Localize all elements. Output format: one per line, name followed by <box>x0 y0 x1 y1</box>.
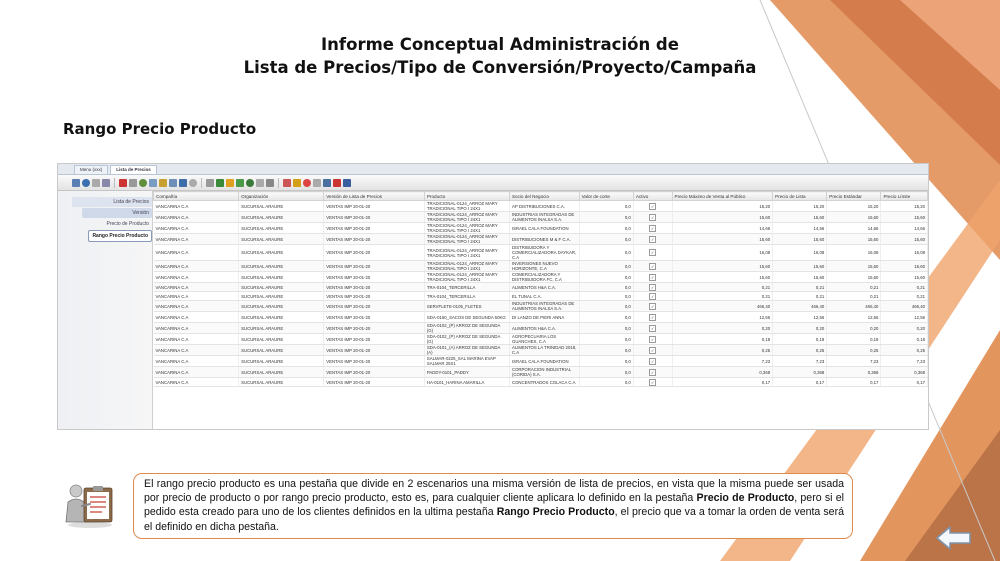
toolbar-button-icon[interactable] <box>216 179 224 187</box>
explanation-part2: , pero si el pedido esta creado para uno de los clientes definidos en la ultima pestaña <box>144 492 845 519</box>
table-cell: VENTAS IMP 20-01-20 <box>324 356 425 367</box>
toolbar-button-icon[interactable] <box>236 179 244 187</box>
table-cell: INDUSTRIAS INTEGRADAS DE ALIMENTOS INALSA S.A. <box>509 212 579 223</box>
table-cell: SUCURSAL ARAURE <box>239 292 324 301</box>
table-cell: 0,0 <box>579 245 633 261</box>
table-cell: SUCURSAL ARAURE <box>239 201 324 212</box>
table-cell: SUCURSAL ARAURE <box>239 272 324 283</box>
table-cell <box>633 283 672 292</box>
active-checkbox[interactable]: ✓ <box>650 225 655 231</box>
table-cell: 12,56 <box>881 312 928 323</box>
table-cell: 7,23 <box>827 356 881 367</box>
table-cell: VENTAS IMP 20-01-20 <box>324 312 425 323</box>
section-subtitle: Rango Precio Producto <box>63 120 257 138</box>
table-cell: VANCARINA C.A <box>154 245 239 261</box>
price-grid-container <box>153 191 928 430</box>
active-checkbox[interactable]: ✓ <box>650 303 655 309</box>
table-cell: VENTAS IMP 20-01-20 <box>324 261 425 272</box>
table-cell: 15,20 <box>773 201 827 212</box>
table-cell: VANCARINA C.A <box>154 283 239 292</box>
table-cell: 0,21 <box>672 292 773 301</box>
table-cell: SDA-0102_(P) ARROZ DE SEGUNDA (G) <box>424 323 509 334</box>
toolbar-separator <box>278 178 279 188</box>
table-row[interactable] <box>154 201 928 212</box>
table-row[interactable] <box>154 223 928 234</box>
table-cell: ISRAEL CALA FOUNDATION <box>509 356 579 367</box>
table-cell: TRADICIONAL-0124_ARROZ MARY TRADICIONAL TIPO I 24X1 <box>424 201 509 212</box>
table-cell: 0,368 <box>827 367 881 378</box>
table-cell: VENTAS IMP 20-01-20 <box>324 212 425 223</box>
table-row[interactable] <box>154 378 928 387</box>
table-cell: VANCARINA C.A <box>154 367 239 378</box>
active-checkbox[interactable]: ✓ <box>650 347 655 353</box>
explanation-text <box>144 477 852 534</box>
table-cell: 15,60 <box>881 234 928 245</box>
back-arrow-icon[interactable] <box>935 525 973 551</box>
table-cell: 0,17 <box>881 378 928 387</box>
column-header[interactable]: Activo <box>633 192 672 201</box>
table-cell: VANCARINA C.A <box>154 334 239 345</box>
explanation-part1: El rango precio producto es una pestaña que divide en 2 escenarios una misma versión de lista de precios, en vista que la misma puede ser usada por precio de producto o por rango precio producto, esto es, para cualquier cliente aplicara lo definido en la pestaña <box>144 478 844 505</box>
table-cell: VENTAS IMP 20-01-20 <box>324 234 425 245</box>
table-cell: 0,21 <box>881 283 928 292</box>
table-cell: SUCURSAL ARAURE <box>239 378 324 387</box>
table-cell <box>633 345 672 356</box>
toolbar-button-icon[interactable] <box>72 179 80 187</box>
table-cell: SUCURSAL ARAURE <box>239 283 324 292</box>
table-cell: SUCURSAL ARAURE <box>239 234 324 245</box>
table-cell: TRADICIONAL-0124_ARROZ MARY TRADICIONAL TIPO I 24X1 <box>424 234 509 245</box>
table-cell: VANCARINA C.A <box>154 201 239 212</box>
table-cell <box>633 272 672 283</box>
app-tab-1[interactable]: Lista de Precios <box>110 165 157 174</box>
table-cell <box>633 245 672 261</box>
active-checkbox[interactable]: ✓ <box>650 358 655 364</box>
slide-title-line1: Informe Conceptual Administración de <box>321 35 679 54</box>
table-cell: 0,0 <box>579 312 633 323</box>
table-cell <box>633 292 672 301</box>
table-cell: 0,0 <box>579 201 633 212</box>
toolbar-button-icon[interactable] <box>189 179 197 187</box>
grid-header-row <box>154 192 928 201</box>
toolbar-button-icon[interactable] <box>149 179 157 187</box>
table-cell: SUCURSAL ARAURE <box>239 356 324 367</box>
table-cell: 0,368 <box>672 367 773 378</box>
table-cell: 466,40 <box>881 301 928 312</box>
table-row[interactable] <box>154 301 928 312</box>
column-header[interactable]: Socio del Negocio <box>509 192 579 201</box>
table-cell: VENTAS IMP 20-01-20 <box>324 323 425 334</box>
explanation-bold-rango-precio: Rango Precio Producto <box>496 506 615 519</box>
table-cell <box>633 261 672 272</box>
table-cell: SUCURSAL ARAURE <box>239 345 324 356</box>
table-cell: 15,20 <box>827 201 881 212</box>
table-cell: TRADICIONAL-0124_ARROZ MARY TRADICIONAL TIPO I 24X1 <box>424 212 509 223</box>
table-row[interactable] <box>154 312 928 323</box>
table-cell: 0,20 <box>672 323 773 334</box>
column-header[interactable]: Producto <box>424 192 509 201</box>
table-cell: 0,368 <box>881 367 928 378</box>
table-cell: TRA-0104_TERCERILLA <box>424 292 509 301</box>
table-cell: VENTAS IMP 20-01-20 <box>324 223 425 234</box>
table-cell: INDUSTRIAS INTEGRADAS DE ALIMENTOS INALSA S.A. <box>509 301 579 312</box>
table-cell: 0,25 <box>827 345 881 356</box>
table-cell: PADDY-0101_PADDY <box>424 367 509 378</box>
table-cell: 0,18 <box>773 334 827 345</box>
table-cell: 0,20 <box>773 323 827 334</box>
table-cell: SALMAR-0225_SAL MARINA EVAP SALMAR 25X1 <box>424 356 509 367</box>
table-cell: VANCARINA C.A <box>154 323 239 334</box>
toolbar-button-icon[interactable] <box>283 179 291 187</box>
toolbar-button-icon[interactable] <box>313 179 321 187</box>
table-cell: 15,20 <box>672 201 773 212</box>
toolbar-button-icon[interactable] <box>256 179 264 187</box>
table-cell: DISTRIBUIDORA Y COMERCIALIZADORA DAYKAR, C.A <box>509 245 579 261</box>
table-cell: SUCURSAL ARAURE <box>239 301 324 312</box>
table-row[interactable] <box>154 283 928 292</box>
table-cell: 466,40 <box>672 301 773 312</box>
table-cell: 15,60 <box>827 261 881 272</box>
active-checkbox[interactable]: ✓ <box>650 314 655 320</box>
toolbar-button-icon[interactable] <box>226 179 234 187</box>
table-cell: DI LANZO DE PIERI ANNA <box>509 312 579 323</box>
table-cell: INVERSIONES NUEVO HORIZONTE, C.A <box>509 261 579 272</box>
toolbar-button-icon[interactable] <box>129 179 137 187</box>
table-cell: VENTAS IMP 20-01-20 <box>324 245 425 261</box>
toolbar-button-icon[interactable] <box>102 179 110 187</box>
table-cell: VENTAS IMP 20-01-20 <box>324 272 425 283</box>
table-cell: 0,0 <box>579 334 633 345</box>
table-cell: ALIMENTOS H&A C.A. <box>509 283 579 292</box>
table-cell: 0,20 <box>881 323 928 334</box>
table-cell: 0,17 <box>672 378 773 387</box>
table-cell: VANCARINA C.A <box>154 212 239 223</box>
table-cell: 7,23 <box>672 356 773 367</box>
table-cell: 15,60 <box>827 272 881 283</box>
table-cell: 0,20 <box>827 323 881 334</box>
column-header[interactable]: Precio Límite <box>881 192 928 201</box>
table-cell: SUCURSAL ARAURE <box>239 367 324 378</box>
table-cell: 12,56 <box>672 312 773 323</box>
active-checkbox[interactable]: ✓ <box>650 236 655 242</box>
column-header[interactable]: Precio Máximo de Venta al Público <box>672 192 773 201</box>
table-cell: AGROPECUARIA LOS GUANCHES, C.A <box>509 334 579 345</box>
table-cell: VANCARINA C.A <box>154 301 239 312</box>
embedded-app-screenshot <box>57 163 929 430</box>
active-checkbox[interactable]: ✓ <box>650 325 655 331</box>
table-cell: 0,0 <box>579 345 633 356</box>
table-cell: 15,60 <box>773 261 827 272</box>
active-checkbox[interactable]: ✓ <box>650 379 655 385</box>
table-cell: VANCARINA C.A <box>154 234 239 245</box>
table-row[interactable] <box>154 245 928 261</box>
table-cell: 0,21 <box>773 283 827 292</box>
app-tab-0[interactable]: Menu (xxx) <box>74 165 108 174</box>
table-cell: 0,25 <box>672 345 773 356</box>
table-cell: 0,0 <box>579 301 633 312</box>
table-cell <box>633 378 672 387</box>
table-cell: SUCURSAL ARAURE <box>239 245 324 261</box>
toolbar-button-icon[interactable] <box>323 179 331 187</box>
table-row[interactable] <box>154 272 928 283</box>
table-cell: 0,0 <box>579 283 633 292</box>
table-row[interactable] <box>154 292 928 301</box>
table-cell: 0,21 <box>881 292 928 301</box>
table-cell: 0,0 <box>579 234 633 245</box>
toolbar-button-icon[interactable] <box>303 179 311 187</box>
table-cell: 12,56 <box>827 312 881 323</box>
slide-title-line2: Lista de Precios/Tipo de Conversión/Proyecto/Campaña <box>243 58 757 77</box>
table-cell: DISTRIBUCIONES M & F C.A. <box>509 234 579 245</box>
table-row[interactable] <box>154 261 928 272</box>
table-cell: 7,23 <box>773 356 827 367</box>
table-cell: COMERCIALIZADORA Y DISTRIBUIDORA FC, C.A <box>509 272 579 283</box>
table-row[interactable] <box>154 212 928 223</box>
table-cell: 14,66 <box>672 223 773 234</box>
table-row[interactable] <box>154 345 928 356</box>
table-cell: 14,66 <box>881 223 928 234</box>
table-row[interactable] <box>154 323 928 334</box>
table-cell: SDA-0150_SACOS DE SEGUNDA 50KG <box>424 312 509 323</box>
explanation-callout <box>133 473 853 539</box>
table-cell <box>633 356 672 367</box>
active-checkbox[interactable]: ✓ <box>650 214 655 220</box>
table-cell: 15,60 <box>773 272 827 283</box>
table-cell: VANCARINA C.A <box>154 292 239 301</box>
table-cell: 0,0 <box>579 292 633 301</box>
table-cell: TRADICIONAL-0124_ARROZ MARY TRADICIONAL TIPO I 24X1 <box>424 272 509 283</box>
table-cell: SUCURSAL ARAURE <box>239 223 324 234</box>
table-cell: VANCARINA C.A <box>154 345 239 356</box>
table-cell: VENTAS IMP 20-01-20 <box>324 378 425 387</box>
table-cell: 15,60 <box>672 234 773 245</box>
app-toolbar <box>58 175 928 191</box>
table-cell: 0,0 <box>579 378 633 387</box>
table-cell: VANCARINA C.A <box>154 272 239 283</box>
column-header[interactable]: Precio Estándar <box>827 192 881 201</box>
toolbar-button-icon[interactable] <box>169 179 177 187</box>
table-cell: 0,17 <box>773 378 827 387</box>
table-cell: 15,60 <box>672 272 773 283</box>
table-cell: VANCARINA C.A <box>154 261 239 272</box>
active-checkbox[interactable]: ✓ <box>650 263 655 269</box>
table-cell <box>633 367 672 378</box>
toolbar-separator <box>114 178 115 188</box>
table-cell: 15,60 <box>827 212 881 223</box>
explanation-bold-precio-producto: Precio de Producto <box>696 492 795 505</box>
table-cell: TRA-0104_TERCERILLA <box>424 283 509 292</box>
table-cell: 0,0 <box>579 367 633 378</box>
table-cell: VENTAS IMP 20-01-20 <box>324 367 425 378</box>
column-header[interactable]: Compañía <box>154 192 239 201</box>
sidebar-item-precio-de-producto[interactable]: Precio de Producto <box>106 221 149 227</box>
table-row[interactable] <box>154 234 928 245</box>
table-cell: CONCENTRADOS COLACA C.A <box>509 378 579 387</box>
table-cell: VANCARINA C.A <box>154 223 239 234</box>
table-row[interactable] <box>154 356 928 367</box>
table-cell: 12,56 <box>773 312 827 323</box>
person-with-clipboard-icon <box>60 480 120 528</box>
table-cell: 0,0 <box>579 323 633 334</box>
table-cell: 15,60 <box>672 212 773 223</box>
active-checkbox[interactable]: ✓ <box>650 203 655 209</box>
table-cell: SUCURSAL ARAURE <box>239 323 324 334</box>
toolbar-button-icon[interactable] <box>82 179 90 187</box>
toolbar-button-icon[interactable] <box>266 179 274 187</box>
table-cell: VENTAS IMP 20-01-20 <box>324 201 425 212</box>
slide-title <box>180 33 820 79</box>
table-cell: ALIMENTOS LA TRINIDAD 2018, C.A <box>509 345 579 356</box>
table-cell: 466,40 <box>827 301 881 312</box>
toolbar-button-icon[interactable] <box>179 179 187 187</box>
table-cell: VANCARINA C.A <box>154 312 239 323</box>
table-cell: 15,60 <box>881 272 928 283</box>
table-cell: VENTAS IMP 20-01-20 <box>324 283 425 292</box>
toolbar-button-icon[interactable] <box>293 179 301 187</box>
table-cell: 15,60 <box>773 234 827 245</box>
table-cell: 466,40 <box>773 301 827 312</box>
toolbar-button-icon[interactable] <box>92 179 100 187</box>
table-cell: SUCURSAL ARAURE <box>239 312 324 323</box>
sidebar-item-rango-precio-producto[interactable]: Rango Precio Producto <box>88 230 152 242</box>
table-cell: 0,21 <box>672 283 773 292</box>
price-grid <box>153 191 928 387</box>
table-cell <box>633 201 672 212</box>
table-cell <box>633 301 672 312</box>
table-cell: 0,25 <box>881 345 928 356</box>
table-cell: 15,60 <box>773 212 827 223</box>
table-cell: ALIMENTOS H&A C.A. <box>509 323 579 334</box>
toolbar-button-icon[interactable] <box>333 179 341 187</box>
active-checkbox[interactable]: ✓ <box>650 336 655 342</box>
column-header[interactable]: Precio de Lista <box>773 192 827 201</box>
toolbar-button-icon[interactable] <box>119 179 127 187</box>
table-cell: 0,0 <box>579 261 633 272</box>
table-row[interactable] <box>154 367 928 378</box>
table-cell: ISRAEL CALA FOUNDATION <box>509 223 579 234</box>
toolbar-button-icon[interactable] <box>343 179 351 187</box>
app-tab-strip <box>58 164 928 175</box>
table-cell: 0,0 <box>579 212 633 223</box>
table-cell <box>633 312 672 323</box>
table-cell: SDA-0102_(P) ARROZ DE SEGUNDA (G) <box>424 334 509 345</box>
table-cell: 0,18 <box>881 334 928 345</box>
table-cell: 0,18 <box>672 334 773 345</box>
table-cell: 0,25 <box>773 345 827 356</box>
table-cell: 0,17 <box>827 378 881 387</box>
table-cell: 0,0 <box>579 223 633 234</box>
table-cell: 16,08 <box>672 245 773 261</box>
table-row[interactable] <box>154 334 928 345</box>
table-cell: SDA-0101_(A) ARROZ DE SEGUNDA (A) <box>424 345 509 356</box>
table-cell: 16,08 <box>881 245 928 261</box>
table-cell: 14,66 <box>827 223 881 234</box>
table-cell: 15,60 <box>881 212 928 223</box>
table-cell <box>633 334 672 345</box>
table-cell: 15,20 <box>881 201 928 212</box>
table-cell: 0,21 <box>773 292 827 301</box>
table-cell: SUCURSAL ARAURE <box>239 212 324 223</box>
active-checkbox[interactable]: ✓ <box>650 250 655 255</box>
table-cell: CORPORACION INDUSTRIAL (CORIDA) S.A. <box>509 367 579 378</box>
table-cell: 14,66 <box>773 223 827 234</box>
explanation-part3: , el precio que va a tomar la orden de venta será el definido en dicha pestaña. <box>144 506 844 533</box>
toolbar-button-icon[interactable] <box>139 179 147 187</box>
table-cell: VENTAS IMP 20-01-20 <box>324 345 425 356</box>
sidebar-item-lista-de-precios[interactable]: Lista de Precios <box>72 197 152 207</box>
table-cell: HA-0101_HARINA AMARILLA <box>424 378 509 387</box>
table-cell: 0,0 <box>579 272 633 283</box>
table-cell: EL TUNAL C.A. <box>509 292 579 301</box>
table-cell: 16,08 <box>827 245 881 261</box>
table-cell: 0,21 <box>827 283 881 292</box>
table-cell: 15,60 <box>827 234 881 245</box>
table-cell <box>633 223 672 234</box>
toolbar-button-icon[interactable] <box>206 179 214 187</box>
toolbar-separator <box>201 178 202 188</box>
table-cell: VANCARINA C.A <box>154 356 239 367</box>
table-cell: TRADICIONAL-0124_ARROZ MARY TRADICIONAL TIPO I 24X1 <box>424 261 509 272</box>
table-cell: 0,0 <box>579 356 633 367</box>
table-cell: 0,21 <box>827 292 881 301</box>
table-cell: SUCURSAL ARAURE <box>239 334 324 345</box>
table-cell: SERVFLETE-0105_FLETES <box>424 301 509 312</box>
active-checkbox[interactable]: ✓ <box>650 274 655 280</box>
table-cell: VENTAS IMP 20-01-20 <box>324 301 425 312</box>
table-cell: 7,23 <box>881 356 928 367</box>
table-cell: 15,60 <box>672 261 773 272</box>
table-cell: 15,60 <box>881 261 928 272</box>
table-cell: VENTAS IMP 20-01-20 <box>324 334 425 345</box>
table-cell: 0,368 <box>773 367 827 378</box>
column-header[interactable]: Valor de corte <box>579 192 633 201</box>
sidebar-item-versi-n[interactable]: Versión <box>82 208 152 218</box>
table-cell: AP DISTRIBUCIONES C.A. <box>509 201 579 212</box>
table-cell: 16,08 <box>773 245 827 261</box>
app-sidebar <box>58 191 153 430</box>
table-cell <box>633 323 672 334</box>
active-checkbox[interactable]: ✓ <box>650 369 655 375</box>
column-header[interactable]: Versión de Lista de Precios <box>324 192 425 201</box>
table-cell: SUCURSAL ARAURE <box>239 261 324 272</box>
table-cell: TRADICIONAL-0124_ARROZ MARY TRADICIONAL TIPO I 24X1 <box>424 245 509 261</box>
table-cell: VENTAS IMP 20-01-20 <box>324 292 425 301</box>
active-checkbox[interactable]: ✓ <box>650 293 655 299</box>
column-header[interactable]: Organización <box>239 192 324 201</box>
toolbar-button-icon[interactable] <box>159 179 167 187</box>
toolbar-button-icon[interactable] <box>246 179 254 187</box>
table-cell: 0,18 <box>827 334 881 345</box>
table-cell: VANCARINA C.A <box>154 378 239 387</box>
active-checkbox[interactable]: ✓ <box>650 284 655 290</box>
table-cell: TRADICIONAL-0124_ARROZ MARY TRADICIONAL TIPO I 24X1 <box>424 223 509 234</box>
table-cell <box>633 212 672 223</box>
table-cell <box>633 234 672 245</box>
